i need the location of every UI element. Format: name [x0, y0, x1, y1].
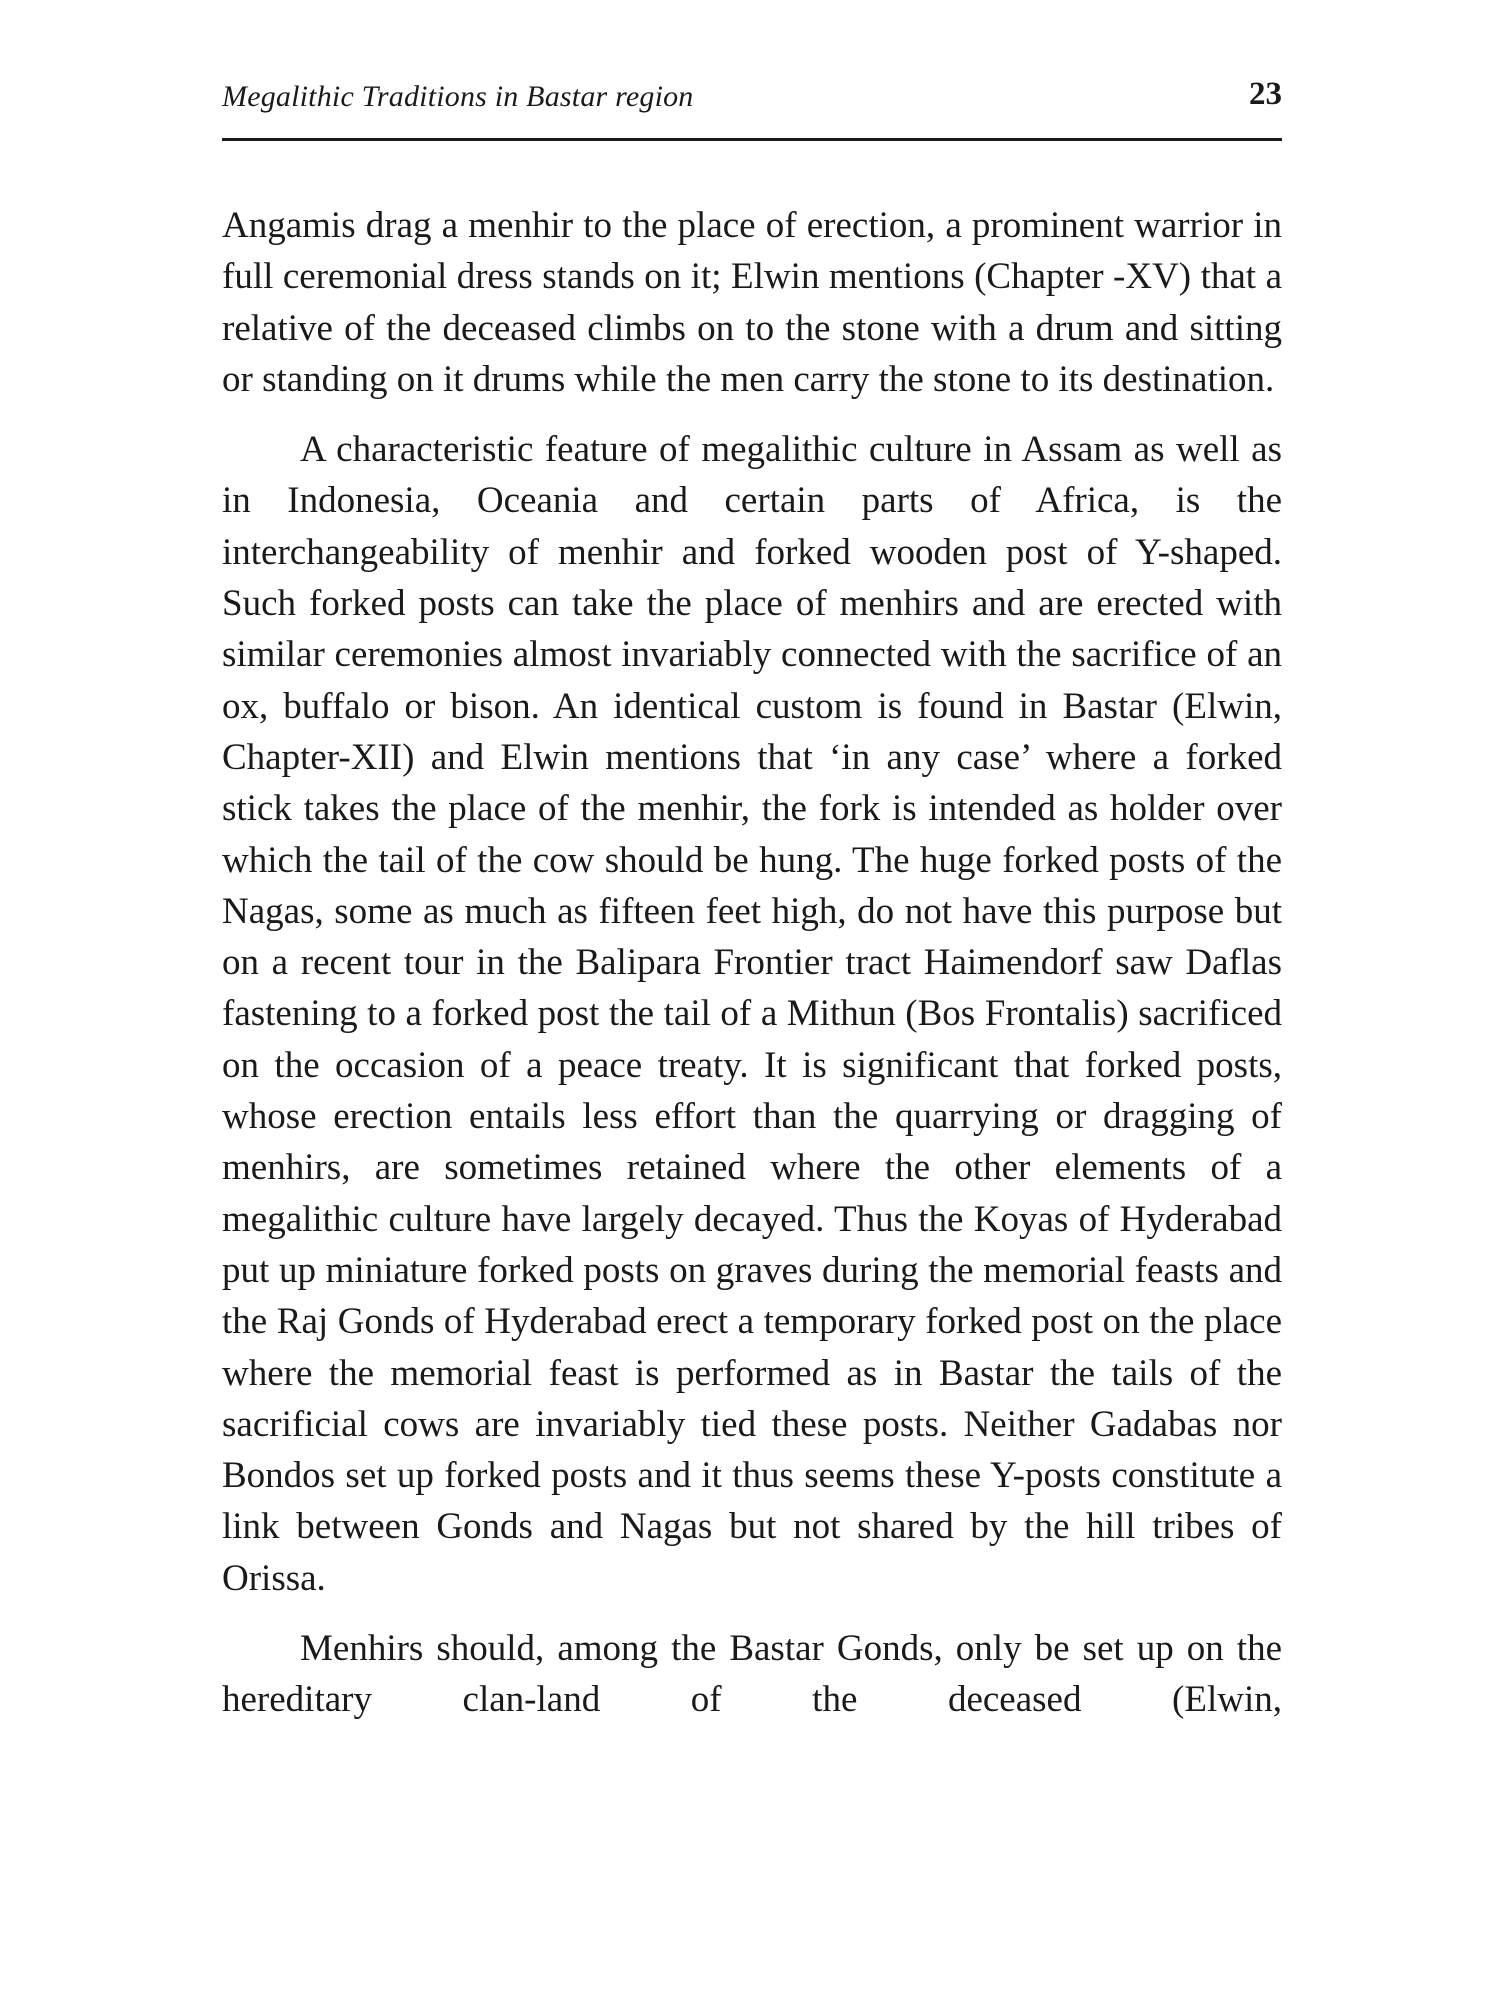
body-text: [222, 200, 1282, 1726]
running-head: [222, 72, 1282, 122]
header-rule: [222, 138, 1282, 141]
paragraph-3: Menhirs should, among the Bastar Gonds, only be set up on the hereditary clan-land of the deceased (Elwin,: [222, 1628, 1282, 1721]
running-title: Megalithic Traditions in Bastar region: [222, 80, 694, 113]
page-number: 23: [1249, 76, 1282, 112]
paragraph-1: Angamis drag a menhir to the place of erection, a prominent warrior in full ceremonial dress stands on it; Elwin mentions (Chapter -XV) that a relative of the deceased climbs on to the stone with a drum and sitting or standing on it drums while the men carry the stone to its destination.: [222, 205, 1282, 400]
paragraph-2: A characteristic feature of megalithic culture in Assam as well as in Indonesia, Oceania and certain parts of Africa, is the interchangeability of menhir and forked wooden post of Y-shaped. Such forked posts can take the place of menhirs and are erected with similar ceremonies almost invariably connected with the sacrifice of an ox, buffalo or bison. An identical custom is found in Bastar (Elwin, Chapter-XII) and Elwin mentions that ‘in any case’ where a forked stick takes the place of the menhir, the fork is intended as holder over which the tail of the cow should be hung. The huge forked posts of the Nagas, some as much as fifteen feet high, do not have this purpose but on a recent tour in the Balipara Frontier tract Haimendorf saw Daflas fastening to a forked post the tail of a Mithun (Bos Frontalis) sacrificed on the occasion of a peace treaty. It is significant that forked posts, whose erection entails less effort than the quarrying or dragging of menhirs, are sometimes retained where the other elements of a megalithic culture have largely decayed. Thus the Koyas of Hyderabad put up miniature forked posts on graves during the memorial feasts and the Raj Gonds of Hyderabad erect a temporary forked post on the place where the memorial feast is performed as in Bastar the tails of the sacrificial cows are invariably tied these posts. Neither Gadabas nor Bondos set up forked posts and it thus seems these Y-posts constitute a link between Gonds and Nagas but not shared by the hill tribes of Orissa.: [222, 429, 1282, 1599]
